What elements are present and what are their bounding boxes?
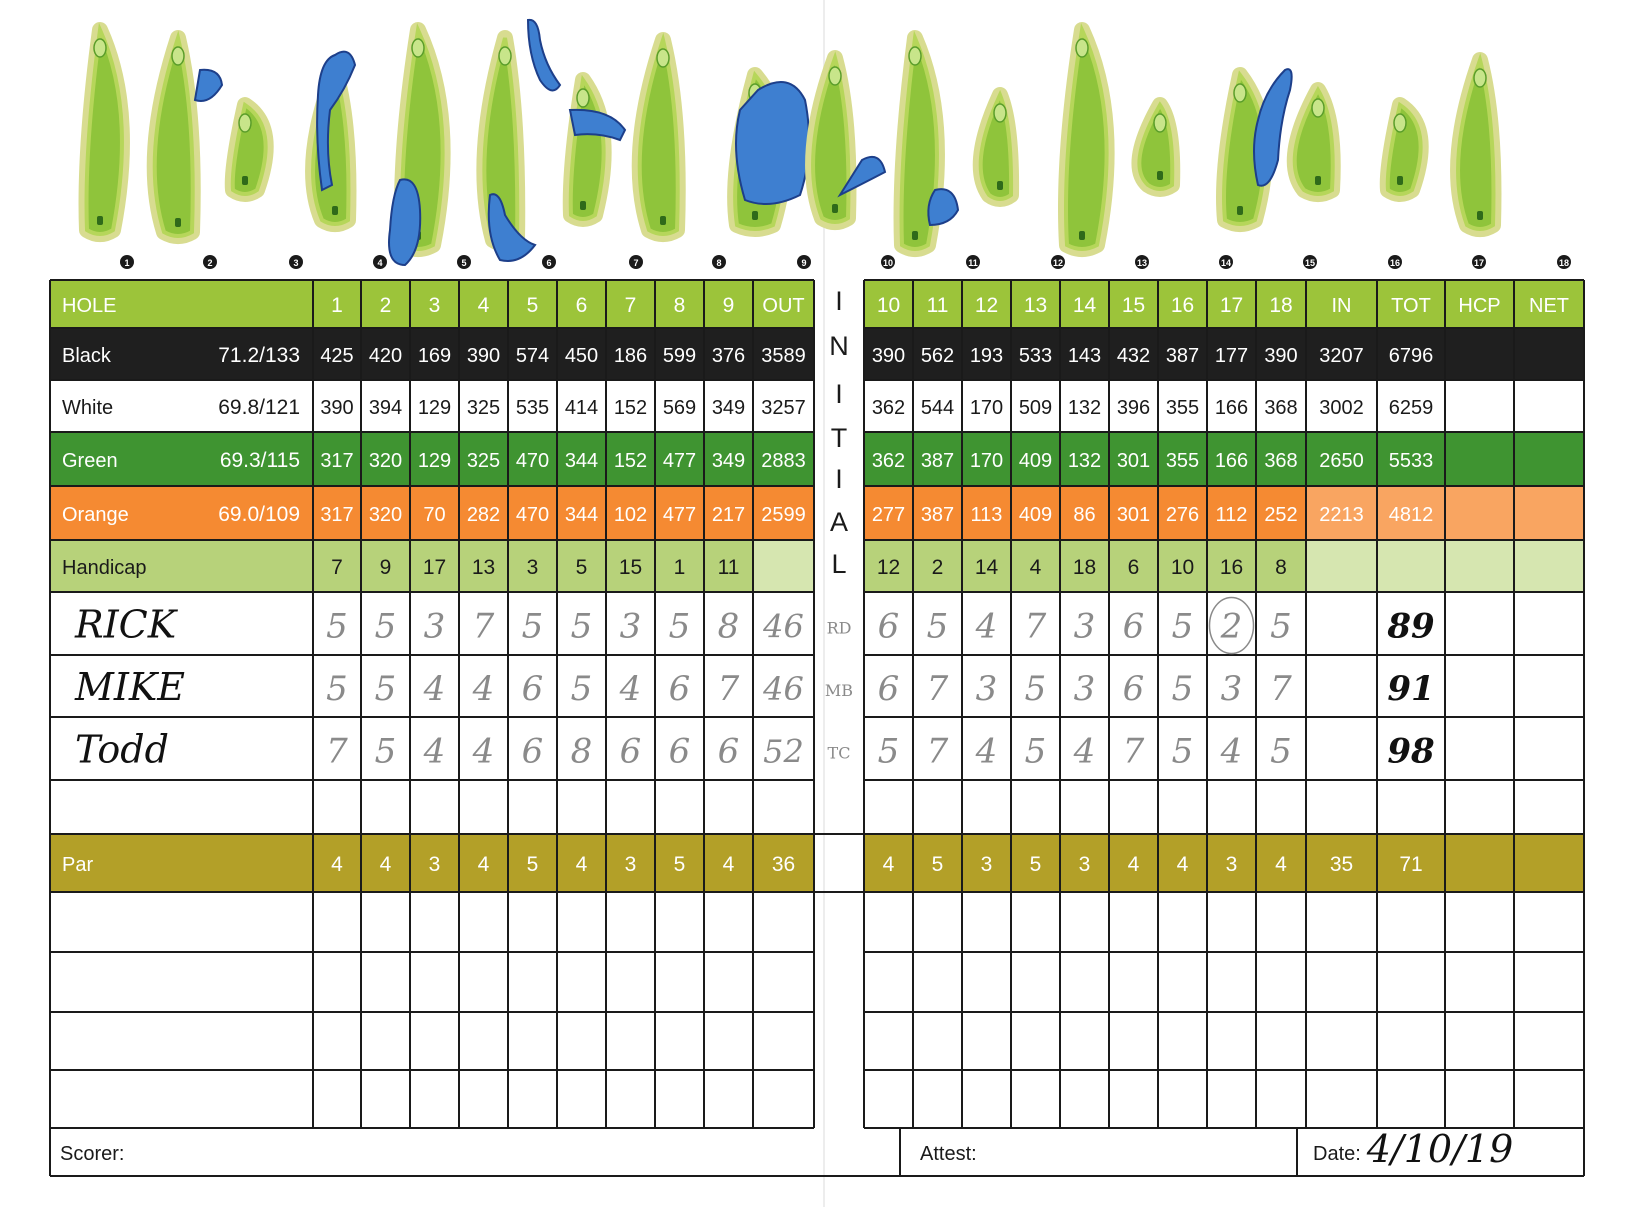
tee-yardage: 390 (1264, 345, 1298, 367)
tee-yardage: 432 (1116, 345, 1151, 367)
header-hole-number: 9 (722, 294, 735, 317)
handicap-value: 13 (471, 556, 496, 579)
hole-number: 10 (882, 258, 894, 268)
tee-yardage: 362 (871, 450, 906, 472)
tee-yardage: 193 (969, 345, 1004, 367)
initial-letter: L (831, 549, 847, 579)
hole-number: 16 (1389, 258, 1401, 268)
tee-yardage: 320 (368, 504, 403, 526)
tee-yardage: 344 (564, 504, 599, 526)
player-score: 4 (975, 606, 998, 647)
handicap-value: 6 (1127, 556, 1140, 579)
initial-letter: N (829, 331, 849, 361)
hole-number: 9 (801, 258, 807, 268)
player-score: 2 (1220, 606, 1243, 647)
initial-letter: I (835, 286, 843, 316)
tee-out: 3589 (761, 345, 806, 367)
par-value: 4 (1127, 853, 1140, 876)
player-score: 6 (717, 731, 740, 772)
handicap-value: 7 (331, 556, 343, 579)
tee-tot: 5533 (1388, 450, 1434, 472)
par-value: 3 (428, 853, 441, 876)
header-hole-number: 18 (1269, 294, 1293, 317)
tee-rating: 69.0/109 (218, 503, 300, 526)
player-score: 4 (619, 669, 642, 709)
tee-in: 2650 (1319, 450, 1364, 472)
player-score: 5 (521, 606, 544, 647)
par-value: 3 (1225, 853, 1238, 876)
initial-letter: I (835, 379, 843, 409)
par-value: 5 (673, 853, 686, 876)
tee-yardage: 477 (662, 450, 697, 472)
tee-rating: 69.8/121 (218, 396, 300, 419)
header-tot: TOT (1391, 295, 1431, 317)
tee-yardage: 387 (920, 450, 955, 472)
tee-yardage: 252 (1264, 504, 1298, 526)
tee-yardage: 186 (613, 345, 648, 367)
player-initials: RD (826, 618, 852, 638)
hole-number: 14 (1220, 258, 1232, 268)
player-score: 6 (1122, 606, 1145, 647)
tee-yardage: 301 (1116, 504, 1151, 526)
header-hole-number: 3 (428, 294, 441, 317)
tee-in: 3207 (1319, 345, 1364, 367)
player-total: 98 (1387, 731, 1435, 772)
player-score: 3 (619, 606, 642, 647)
tee-yardage: 276 (1165, 504, 1200, 526)
header-hole-number: 14 (1072, 294, 1097, 317)
player-score: 5 (877, 731, 900, 772)
par-value: 4 (331, 853, 343, 876)
tee-yardage: 349 (711, 397, 746, 419)
player-score: 8 (717, 606, 740, 647)
tee-yardage: 325 (466, 450, 501, 472)
header-hole-number: 6 (575, 294, 588, 317)
tee-yardage: 390 (466, 345, 501, 367)
tee-yardage: 320 (368, 450, 403, 472)
player-score: 5 (570, 669, 593, 709)
tee-yardage: 166 (1214, 397, 1249, 419)
tee-yardage: 535 (515, 397, 550, 419)
par-out: 36 (771, 853, 796, 876)
tee-yardage: 470 (515, 450, 550, 472)
player-score: 7 (1122, 731, 1145, 772)
handicap-value: 15 (618, 556, 643, 579)
header-hole-number: 15 (1121, 294, 1146, 317)
tee-yardage: 562 (920, 345, 955, 367)
date-value: 4/10/19 (1366, 1127, 1514, 1171)
header-in: IN (1331, 295, 1352, 317)
par-value: 4 (722, 853, 735, 876)
scorer-label: Scorer: (60, 1143, 125, 1165)
header-hole-number: 5 (526, 294, 539, 317)
par-value: 4 (379, 853, 392, 876)
tee-yardage: 355 (1165, 450, 1200, 472)
tee-yardage: 277 (871, 504, 906, 526)
handicap-value: 14 (974, 556, 999, 579)
player-total: 91 (1387, 669, 1435, 709)
header-hcp: HCP (1458, 295, 1501, 317)
tee-name: Black (62, 345, 111, 367)
date-label: Date: (1313, 1143, 1361, 1165)
tee-yardage: 387 (1165, 345, 1200, 367)
player-score: 4 (472, 731, 495, 772)
tee-yardage: 349 (711, 450, 746, 472)
player-score: 4 (423, 731, 446, 772)
hole-number: 18 (1558, 258, 1570, 268)
hole-number: 6 (546, 258, 552, 268)
player-score: 5 (326, 606, 348, 647)
par-in: 35 (1329, 853, 1354, 876)
player-score: 6 (668, 731, 691, 772)
tee-yardage: 599 (662, 345, 697, 367)
par-value: 4 (1176, 853, 1189, 876)
header-hole-number: 12 (974, 294, 999, 317)
player-score: 7 (926, 669, 949, 709)
par-value: 4 (575, 853, 588, 876)
tee-yardage: 112 (1215, 504, 1248, 526)
par-value: 3 (624, 853, 637, 876)
tee-yardage: 544 (920, 397, 955, 419)
player-score: 6 (1122, 669, 1145, 709)
player-score: 7 (1024, 606, 1047, 647)
header-hole-number: 11 (926, 294, 949, 317)
tee-out: 2883 (761, 450, 806, 472)
player-score: 3 (423, 606, 446, 647)
player-score: 5 (1024, 731, 1047, 772)
header-hole-number: 7 (624, 294, 637, 317)
tee-yardage: 450 (564, 345, 599, 367)
header-hole-number: 16 (1170, 294, 1195, 317)
player-score: 5 (570, 606, 593, 647)
player-score: 5 (1171, 606, 1194, 647)
player-score: 6 (619, 731, 642, 772)
initial-letter: A (829, 507, 849, 537)
player-score: 6 (877, 669, 900, 709)
tee-yardage: 344 (564, 450, 599, 472)
player-score: 5 (926, 606, 949, 647)
player-score: 3 (1220, 669, 1243, 709)
player-score: 7 (717, 669, 740, 709)
player-score: 6 (521, 669, 544, 709)
tee-tot: 4812 (1388, 504, 1434, 526)
tee-yardage: 70 (423, 504, 446, 526)
handicap-value: 5 (575, 556, 588, 579)
tee-in: 2213 (1319, 504, 1364, 526)
handicap-value: 4 (1029, 556, 1042, 579)
tee-yardage: 217 (711, 504, 746, 526)
tee-yardage: 282 (466, 504, 501, 526)
handicap-value: 17 (422, 556, 447, 579)
player-name: Todd (75, 727, 169, 772)
tee-yardage: 132 (1067, 450, 1102, 472)
header-hole-number: 2 (379, 294, 392, 317)
tee-yardage: 129 (417, 397, 452, 419)
tee-yardage: 177 (1214, 345, 1249, 367)
tee-yardage: 569 (662, 397, 697, 419)
player-score: 4 (423, 669, 446, 709)
par-value: 5 (931, 853, 944, 876)
player-initials: MB (824, 681, 854, 700)
tee-yardage: 390 (320, 397, 354, 419)
header-net: NET (1529, 295, 1569, 317)
hole-number: 4 (377, 258, 383, 268)
header-hole-number: 4 (477, 294, 490, 317)
par-value: 3 (980, 853, 993, 876)
handicap-value: 1 (673, 556, 686, 579)
hole-number: 5 (461, 258, 467, 268)
handicap-value: 16 (1219, 556, 1244, 579)
hole-number: 7 (633, 258, 639, 268)
player-score: 3 (1073, 669, 1096, 709)
tee-yardage: 325 (466, 397, 501, 419)
tee-out: 3257 (761, 397, 806, 419)
player-initials: TC (827, 743, 851, 763)
handicap-value: 9 (379, 556, 392, 579)
tee-yardage: 477 (662, 504, 697, 526)
tee-yardage: 394 (368, 397, 403, 419)
tee-yardage: 396 (1116, 397, 1151, 419)
initial-letter: T (830, 423, 848, 453)
tee-rating: 69.3/115 (219, 449, 300, 472)
player-score: 7 (326, 731, 348, 772)
player-name: RICK (75, 602, 177, 647)
player-score: 3 (1073, 606, 1096, 647)
player-score: 6 (521, 731, 544, 772)
tee-yardage: 132 (1067, 397, 1102, 419)
initial-letter: I (835, 464, 843, 494)
handicap-value: 2 (931, 556, 944, 579)
handicap-value: 18 (1072, 556, 1097, 579)
handicap-value: 10 (1170, 556, 1195, 579)
tee-yardage: 113 (970, 504, 1003, 526)
player-out: 52 (763, 732, 804, 771)
par-tot: 71 (1399, 853, 1423, 876)
tee-out: 2599 (761, 504, 806, 526)
par-value: 5 (1029, 853, 1042, 876)
hole-number: 13 (1136, 258, 1148, 268)
tee-yardage: 170 (969, 397, 1004, 419)
hole-number: 3 (293, 258, 299, 268)
handicap-value: 3 (526, 556, 539, 579)
par-value: 4 (1275, 853, 1287, 876)
header-hole-number: 1 (331, 294, 343, 317)
header-hole-number: 13 (1023, 294, 1048, 317)
header-hole-label: HOLE (62, 295, 117, 317)
par-value: 5 (526, 853, 539, 876)
hole-number: 12 (1052, 258, 1064, 268)
player-score: 5 (1270, 606, 1292, 647)
player-total: 89 (1387, 606, 1435, 647)
tee-name: Orange (62, 504, 129, 526)
tee-yardage: 387 (920, 504, 955, 526)
player-score: 4 (1073, 731, 1096, 772)
hole-number: 11 (968, 258, 978, 268)
player-score: 4 (472, 669, 495, 709)
player-score: 5 (1171, 669, 1194, 709)
player-score: 5 (1024, 669, 1047, 709)
player-score: 7 (926, 731, 949, 772)
player-out: 46 (763, 607, 804, 646)
player-score: 5 (1171, 731, 1194, 772)
tee-yardage: 166 (1214, 450, 1249, 472)
tee-yardage: 533 (1018, 345, 1053, 367)
player-score: 7 (1270, 669, 1292, 709)
tee-yardage: 102 (613, 504, 648, 526)
handicap-value: 8 (1275, 556, 1287, 579)
tee-yardage: 409 (1018, 504, 1053, 526)
tee-yardage: 86 (1073, 504, 1096, 526)
tee-yardage: 368 (1264, 450, 1298, 472)
tee-yardage: 390 (871, 345, 906, 367)
tee-yardage: 368 (1264, 397, 1298, 419)
tee-tot: 6796 (1388, 345, 1434, 367)
player-score: 5 (374, 731, 397, 772)
tee-yardage: 470 (515, 504, 550, 526)
player-score: 7 (472, 606, 495, 647)
hole-number: 1 (124, 258, 130, 268)
player-score: 8 (570, 731, 593, 772)
player-score: 6 (877, 606, 900, 647)
tee-yardage: 574 (515, 345, 550, 367)
tee-yardage: 409 (1018, 450, 1053, 472)
tee-yardage: 301 (1116, 450, 1151, 472)
attest-label: Attest: (920, 1143, 977, 1165)
handicap-label: Handicap (62, 557, 147, 579)
tee-yardage: 169 (417, 345, 452, 367)
tee-yardage: 420 (368, 345, 403, 367)
par-value: 4 (477, 853, 490, 876)
tee-yardage: 152 (613, 397, 648, 419)
player-score: 5 (668, 606, 691, 647)
player-score: 6 (668, 669, 691, 709)
tee-yardage: 355 (1165, 397, 1200, 419)
player-name: MIKE (75, 665, 186, 709)
tee-tot: 6259 (1388, 397, 1434, 419)
tee-yardage: 414 (564, 397, 599, 419)
player-score: 4 (975, 731, 998, 772)
hole-number: 2 (207, 258, 213, 268)
player-score: 5 (1270, 731, 1292, 772)
player-score: 5 (326, 669, 348, 709)
tee-name: Green (62, 450, 118, 472)
header-out: OUT (762, 295, 805, 317)
player-score: 3 (975, 669, 998, 709)
tee-yardage: 317 (320, 450, 354, 472)
handicap-value: 11 (717, 556, 740, 579)
tee-rating: 71.2/133 (218, 344, 300, 367)
tee-in: 3002 (1319, 397, 1364, 419)
tee-yardage: 425 (320, 345, 354, 367)
player-score: 5 (374, 606, 397, 647)
hole-number: 8 (716, 258, 722, 268)
par-value: 4 (882, 853, 895, 876)
par-label: Par (62, 854, 94, 876)
hole-number: 15 (1304, 258, 1316, 268)
par-value: 3 (1078, 853, 1091, 876)
tee-yardage: 509 (1018, 397, 1053, 419)
tee-yardage: 129 (417, 450, 452, 472)
header-hole-number: 8 (673, 294, 686, 317)
header-hole-number: 17 (1219, 294, 1244, 317)
tee-yardage: 152 (613, 450, 648, 472)
header-hole-number: 10 (876, 294, 901, 317)
handicap-value: 12 (876, 556, 901, 579)
tee-yardage: 143 (1067, 345, 1102, 367)
tee-yardage: 317 (320, 504, 354, 526)
player-score: 5 (374, 669, 397, 709)
tee-name: White (62, 397, 114, 419)
tee-yardage: 362 (871, 397, 906, 419)
hole-number: 17 (1473, 258, 1485, 268)
tee-yardage: 170 (969, 450, 1004, 472)
tee-yardage: 376 (711, 345, 746, 367)
player-score: 4 (1220, 731, 1243, 772)
player-out: 46 (763, 670, 804, 708)
